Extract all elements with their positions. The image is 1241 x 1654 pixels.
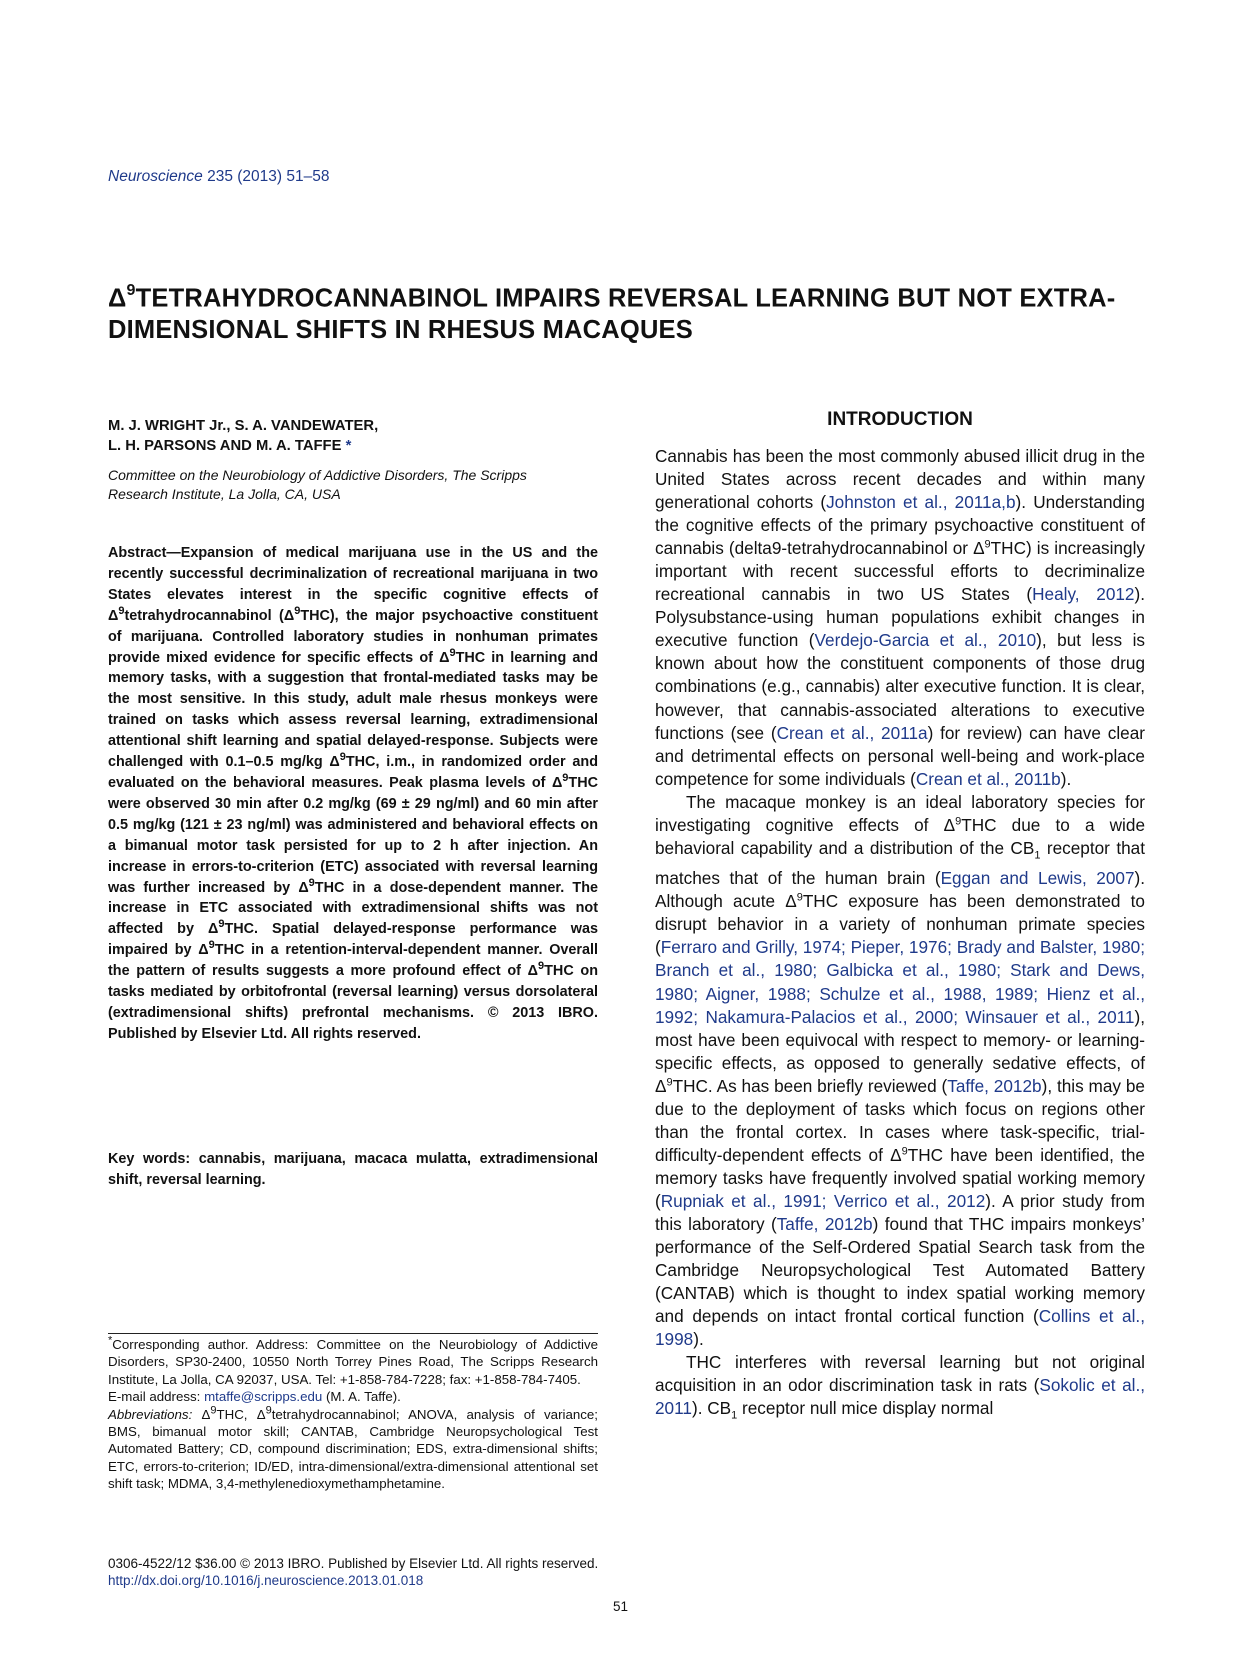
- abstract-text: Abstract—Expansion of medical marijuana use in the US and the recently successful decriminalization of recreational marijuana in two States elevates interest in the specific cognitive effects of: [108, 545, 598, 603]
- delta-symbol: Δ: [551, 774, 563, 791]
- title-superscript: 9: [126, 282, 136, 299]
- delta-symbol: Δ: [256, 1406, 266, 1422]
- abbreviations-note: [108, 1406, 598, 1493]
- delta-symbol: Δ: [201, 1406, 211, 1422]
- superscript-nine: 9: [538, 960, 545, 973]
- superscript-nine: 9: [449, 646, 456, 659]
- abstract-text: THC on tasks mediated by orbitofrontal (reversal learning) versus dorsolateral (extradimensional shifts) prefrontal mechanisms. © 2013 IBRO. Published by Elsevier Ltd. All rights reserved.: [108, 963, 599, 1042]
- article-title: [108, 277, 1138, 346]
- delta-symbol: Δ: [973, 538, 985, 559]
- intro-text: ). Understanding the cognitive effects of the primary psychoactive constituent of cannabis (delta9-tetrahydrocannabinol or: [655, 492, 1145, 559]
- intro-text: Cannabis has been the most commonly abused illicit drug in the United States across recent decades and within many generational cohorts (: [655, 446, 1145, 513]
- superscript-nine: 9: [294, 604, 301, 617]
- footnote-mark: *: [108, 1334, 113, 1347]
- introduction-body: [655, 445, 1145, 1428]
- superscript-nine: 9: [208, 939, 215, 952]
- intro-text: ). A prior study from this laboratory (: [655, 1190, 1145, 1234]
- delta-symbol: Δ: [785, 891, 797, 912]
- abstract-text: THC in a retention-interval-dependent manner. Overall the pattern of results suggests a more profound effect of: [108, 942, 598, 980]
- journal-name[interactable]: Neuroscience: [108, 168, 203, 185]
- superscript-nine: 9: [984, 538, 991, 551]
- abstract: [108, 543, 598, 1045]
- citation-link[interactable]: Healy, 2012: [1032, 584, 1135, 605]
- intro-paragraph-3: [655, 1351, 1145, 1428]
- superscript-nine: 9: [901, 1145, 908, 1158]
- delta-symbol: Δ: [108, 607, 119, 624]
- intro-text: ). Although acute: [655, 868, 1145, 912]
- intro-text: ). CB: [691, 1398, 732, 1419]
- corresponding-author-mark[interactable]: *: [345, 438, 352, 454]
- abstract-text: tetrahydrocannabinol (: [124, 607, 284, 624]
- authors-line-1: M. J. WRIGHT Jr., S. A. VANDEWATER,: [108, 418, 379, 434]
- delta-symbol: Δ: [527, 963, 539, 980]
- intro-text: ). Polysubstance-using human populations exhibit changes in executive function (: [655, 584, 1145, 651]
- abbreviations-text: tetrahydrocannabinol; ANOVA, analysis of variance; BMS, bimanual motor skill; CANTAB, Cambridge Neuropsychological Test Automated Battery; CD, compound discrimination; EDS, extra-dimensional shifts; ETC, errors-to-criterion; ID/ED, intra-dimensional/extra-dimensional attentional set shift task; MDMA, 3,4-methylenedioxymethamphetamine.: [108, 1406, 598, 1492]
- intro-text: receptor null mice display normal: [737, 1398, 994, 1419]
- citation-link[interactable]: Verdejo-Garcia et al., 2010: [814, 630, 1037, 651]
- citation-link[interactable]: Crean et al., 2011b: [915, 768, 1061, 789]
- affiliation: Committee on the Neurobiology of Addictive Disorders, The Scripps Research Institute, La Jolla, CA, USA: [108, 467, 527, 502]
- doi-link[interactable]: http://dx.doi.org/10.1016/j.neuroscience.2013.01.018: [108, 1573, 424, 1588]
- journal-details[interactable]: 235 (2013) 51–58: [207, 168, 330, 185]
- subscript-one: 1: [731, 1409, 738, 1422]
- superscript-nine: 9: [955, 815, 962, 828]
- abstract-text: THC in learning and memory tasks, with a suggestion that frontal-mediated tasks may be the most sensitive. In this study, adult male rhesus monkeys were trained on tasks which assess reversal learning, extradimensional attentional shift learning and spatial delayed-response. Subjects were challenged with 0.1–0.5 mg/kg: [108, 649, 598, 771]
- abstract-text: THC. Spatial delayed-response performance was impaired by: [108, 921, 598, 959]
- delta-symbol: Δ: [198, 942, 209, 959]
- intro-text: ), this may be due to the deployment of tasks which focus on regions other than the frontal cortex. In cases where task-specific, trial-difficulty-dependent effects of: [655, 1075, 1145, 1165]
- footnote-divider: [108, 1333, 598, 1334]
- intro-text: receptor that matches that of the human brain (: [655, 837, 1145, 889]
- intro-text: THC due to a wide behavioral capability and a distribution of the CB: [655, 814, 1145, 858]
- delta-symbol: Δ: [298, 879, 309, 896]
- superscript-nine: 9: [308, 876, 315, 889]
- delta-symbol: Δ: [329, 754, 340, 771]
- superscript-nine: 9: [210, 1404, 217, 1417]
- intro-text: ).: [1060, 768, 1072, 789]
- intro-text: ) for review) can have clear and detrimental effects on personal well-being and work-place competence for some individuals (: [655, 722, 1145, 789]
- citation-link[interactable]: Sokolic et al., 2011: [655, 1375, 1146, 1419]
- intro-text: ) found that THC impairs monkeys’ performance of the Self-Ordered Spatial Search task from the Cambridge Neuropsychological Test Automated Battery (CANTAB) which is thought to index spatial working memory and depends on intact frontal cortical function (: [655, 1213, 1146, 1327]
- corresponding-author-note: [108, 1336, 598, 1388]
- publication-info: [108, 1555, 598, 1589]
- citation-link[interactable]: Johnston et al., 2011a,b: [826, 492, 1016, 513]
- abbreviations-text: THC,: [216, 1406, 257, 1422]
- section-heading-introduction: INTRODUCTION: [827, 409, 973, 430]
- citation-link[interactable]: Rupniak et al., 1991; Verrico et al., 2012: [660, 1190, 986, 1211]
- delta-symbol: Δ: [208, 921, 219, 938]
- email-label: E-mail address:: [108, 1389, 205, 1405]
- title-text: TETRAHYDROCANNABINOL IMPAIRS REVERSAL LEARNING BUT NOT EXTRA-DIMENSIONAL SHIFTS IN RHESUS MACAQUES: [108, 284, 1116, 344]
- superscript-nine: 9: [218, 918, 225, 931]
- footnotes: [108, 1336, 598, 1493]
- delta-symbol: Δ: [943, 814, 956, 835]
- intro-paragraph-1: [655, 445, 1145, 791]
- citation-link[interactable]: Taffe, 2012b: [776, 1213, 873, 1234]
- intro-paragraph-2: [655, 791, 1145, 1352]
- delta-symbol: Δ: [439, 649, 450, 666]
- intro-text: ).: [693, 1329, 704, 1350]
- intro-text: THC have been identified, the memory tasks have frequently involved spatial working memory (: [655, 1144, 1145, 1211]
- abstract-text: THC, i.m., in randomized order and evaluated on the behavioral measures. Peak plasma levels of: [108, 754, 598, 791]
- superscript-nine: 9: [265, 1404, 272, 1417]
- superscript-nine: 9: [666, 1075, 673, 1088]
- authors-line-2: L. H. PARSONS AND M. A. TAFFE: [108, 438, 342, 454]
- intro-text: THC) is increasingly important with recent successful efforts to decriminalize recreational cannabis in two US States (: [655, 538, 1145, 605]
- citation-link[interactable]: Collins et al., 1998: [655, 1306, 1145, 1350]
- delta-symbol: Δ: [655, 1075, 667, 1096]
- citation-link[interactable]: Eggan and Lewis, 2007: [940, 868, 1135, 889]
- abstract-text: THC), the major psychoactive constituent of marijuana. Controlled laboratory studies in nonhuman primates provide mixed evidence for specific effects of: [108, 607, 598, 666]
- citation-link[interactable]: Crean et al., 2011a: [776, 722, 928, 743]
- email-link[interactable]: mtaffe@scripps.edu: [204, 1389, 323, 1405]
- author-list: [108, 416, 588, 456]
- email-note: [108, 1388, 598, 1405]
- abstract-text: THC were observed 30 min after 0.2 mg/kg (69 ± 29 ng/ml) and 60 min after 0.5 mg/kg (121 ± 23 ng/ml) was administered and behavioral effects on a bimanual motor task persisted for up to 2 h after injection. An increase in errors-to-criterion (ETC) associated with reversal learning was further increased by: [108, 774, 598, 896]
- intro-text: THC exposure has been demonstrated to disrupt behavior in a variety of nonhuman primate species (: [655, 891, 1145, 958]
- superscript-nine: 9: [339, 751, 346, 764]
- intro-text: THC interferes with reversal learning but not original acquisition in an odor discrimination task in rats (: [655, 1352, 1145, 1396]
- intro-text: ), but less is known about how the constituent components of those drug combinations (e.g., cannabis) alter executive function. It is clear, however, that cannabis-associated alterations to executive functions (see (: [655, 630, 1146, 743]
- superscript-nine: 9: [796, 891, 803, 904]
- superscript-nine: 9: [118, 604, 125, 617]
- title-delta: Δ: [108, 284, 127, 313]
- intro-text: The macaque monkey is an ideal laboratory species for investigating cognitive effects of: [655, 791, 1145, 835]
- citation-link[interactable]: Taffe, 2012b: [947, 1075, 1042, 1096]
- issn-copyright: 0306-4522/12 $36.00 © 2013 IBRO. Published by Elsevier Ltd. All rights reserved.: [108, 1556, 599, 1571]
- abstract-text: THC in a dose-dependent manner. The increase in ETC associated with extradimensional shifts was not affected by: [108, 879, 598, 938]
- intro-text: THC. As has been briefly reviewed (: [672, 1075, 948, 1096]
- corresponding-text: Corresponding author. Address: Committee on the Neurobiology of Addictive Disorders, SP30-2400, 10550 North Torrey Pines Road, The Scripps Research Institute, La Jolla, CA 92037, USA. Tel: +1-858-784-7228; fax: +1-858-784-7405.: [108, 1337, 598, 1387]
- journal-reference[interactable]: [108, 168, 329, 186]
- delta-symbol: Δ: [283, 607, 295, 624]
- subscript-one: 1: [1034, 849, 1041, 862]
- keywords: Key words: cannabis, marijuana, macaca mulatta, extradimensional shift, reversal learning.: [108, 1151, 598, 1188]
- citation-link[interactable]: Ferraro and Grilly, 1974; Pieper, 1976; Brady and Balster, 1980; Branch et al., 1980; Galbicka et al., 1980; Stark and Dews, 1980; Aigner, 1988; Schulze et al., 1988, 1989; Hienz et al., 1992; Nakamura-Palacios et al., 2000; Winsauer et al., 2011: [655, 937, 1145, 1027]
- email-suffix: (M. A. Taffe).: [322, 1389, 401, 1405]
- superscript-nine: 9: [562, 772, 569, 785]
- intro-text: ), most have been equivocal with respect to memory- or learning-specific effects, as opposed to generally sedative effects, of: [655, 1006, 1145, 1073]
- page-number: 51: [612, 1599, 629, 1614]
- abbreviations-label: Abbreviations:: [108, 1406, 193, 1422]
- delta-symbol: Δ: [890, 1144, 902, 1165]
